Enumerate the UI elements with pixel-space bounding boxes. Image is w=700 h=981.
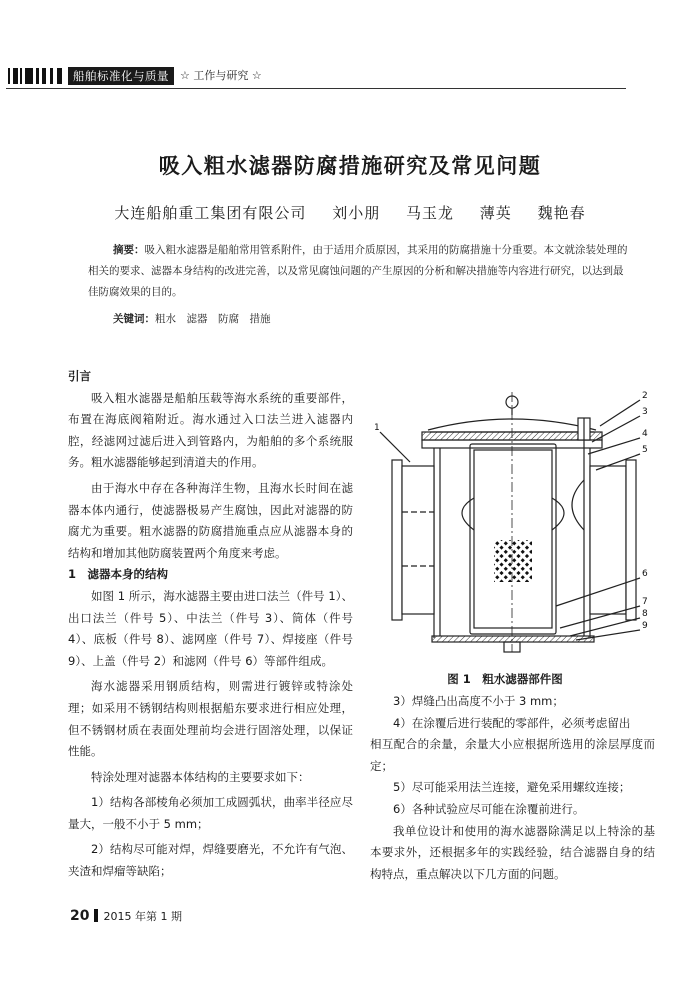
list-item: 6）各种试验应尽可能在涂覆前进行。 (393, 801, 585, 816)
strainer-diagram (370, 380, 660, 655)
paragraph: 如图 1 所示，海水滤器主要由进口法兰（件号 1）、出口法兰（件号 5）、中法兰（件号 3）、筒体（件号 4）、底板（件号 8）、滤网座（件号 7）、焊接座（件号 9）、上盖（件号 2）和滤网（件号 6）等部件组成。 (68, 588, 353, 668)
running-header (6, 66, 626, 86)
paragraph: 海水滤器采用钢质结构，则需进行镀锌或特涂处理；如采用不锈钢结构则根据船东要求进行相应处理，但不锈钢材质在表面处理前均会进行固溶处理，以保证性能。 (68, 679, 353, 759)
part-number-label: 7 (642, 597, 648, 607)
article-title: 吸入粗水滤器防腐措施研究及常见问题 (158, 154, 542, 178)
page-number: 20 (70, 908, 90, 924)
author-line (0, 202, 700, 223)
author-name: 刘小朋 (332, 204, 381, 222)
abstract-label: 摘要： (113, 244, 145, 256)
paragraph: 吸入粗水滤器是船舶压载等海水系统的重要部件，布置在海底阀箱附近。海水通过入口法兰进入滤器内腔，经滤网过滤后进入到管路内，为船舶的多个系统服务。粗水滤器能够起到清道夫的作用。 (68, 390, 353, 470)
section-heading: 1 滤器本身的结构 (68, 567, 169, 582)
abstract (88, 240, 628, 303)
issue-label: 2015 年第 1 期 (103, 910, 182, 923)
journal-name: 船舶标准化与质量 (68, 67, 174, 85)
section-label: ☆ 工作与研究 ☆ (180, 69, 262, 82)
part-number-label: 1 (374, 423, 380, 433)
right-column (370, 691, 655, 885)
part-number-label: 6 (642, 569, 648, 579)
list-item: 1）结构各部棱角必须加工成圆弧状，曲率半径应尽量大，一般不小于 5 mm； (68, 795, 353, 831)
part-number-label: 4 (642, 429, 648, 439)
abstract-text: 吸入粗水滤器是船舶常用管系附件，由于适用介质原因，其采用的防腐措施十分重要。本文就涂装处理的相关的要求、滤器本身结构的改进完善，以及常见腐蚀问题的产生原因的分析和解决措施等内容进行研究，以达到最佳防腐效果的目的。 (88, 244, 628, 298)
author-name: 薄英 (479, 204, 512, 222)
page-footer (70, 908, 182, 924)
list-item: 5）尽可能采用法兰连接，避免采用螺纹连接； (393, 780, 631, 795)
keywords (113, 311, 271, 326)
paragraph: 由于海水中存在各种海洋生物，且海水长时间在滤器本体内通行，使滤器极易产生腐蚀，因此对滤器的防腐尤为重要。粗水滤器的防腐措施重点应从滤器本身的结构和增加其他防腐装置两个角度来考虑。 (68, 480, 353, 560)
keywords-label: 关键词： (113, 313, 155, 325)
list-item: 2）结构尽可能对焊，焊缝要磨光，不允许有气泡、夹渣和焊瘤等缺陷； (68, 842, 353, 879)
intro-heading: 引言 (68, 369, 91, 383)
author-organization: 大连船舶重工集团有限公司 (114, 204, 307, 222)
header-rule (6, 88, 626, 89)
figure-caption: 图 1 粗水滤器部件图 (447, 672, 563, 686)
author-name: 魏艳春 (537, 204, 586, 222)
author-name: 马玉龙 (405, 204, 454, 222)
list-item-continued: 相互配合的余量，余量大小应根据所选用的涂层厚度而定； (370, 737, 655, 773)
list-item: 4）在涂覆后进行装配的零部件，必须考虑留出 (393, 715, 631, 730)
part-number-label: 5 (642, 445, 648, 455)
paragraph: 我单位设计和使用的海水滤器除满足以上特涂的基本要求外，还根据多年的实践经验，结合滤器自身的结构特点，重点解决以下几方面的问题。 (370, 823, 655, 881)
part-number-label: 8 (642, 609, 648, 619)
list-item: 3）焊缝凸出高度不小于 3 mm； (393, 694, 564, 708)
paragraph: 特涂处理对滤器本体结构的主要要求如下： (91, 769, 310, 784)
footer-separator (94, 909, 98, 922)
part-number-label: 3 (642, 407, 648, 417)
left-column (68, 366, 353, 883)
part-number-label: 9 (642, 621, 648, 631)
keywords-text: 粗水 滤器 防腐 措施 (155, 313, 271, 325)
part-number-label: 2 (642, 391, 648, 401)
header-barcode-decoration (6, 68, 68, 84)
